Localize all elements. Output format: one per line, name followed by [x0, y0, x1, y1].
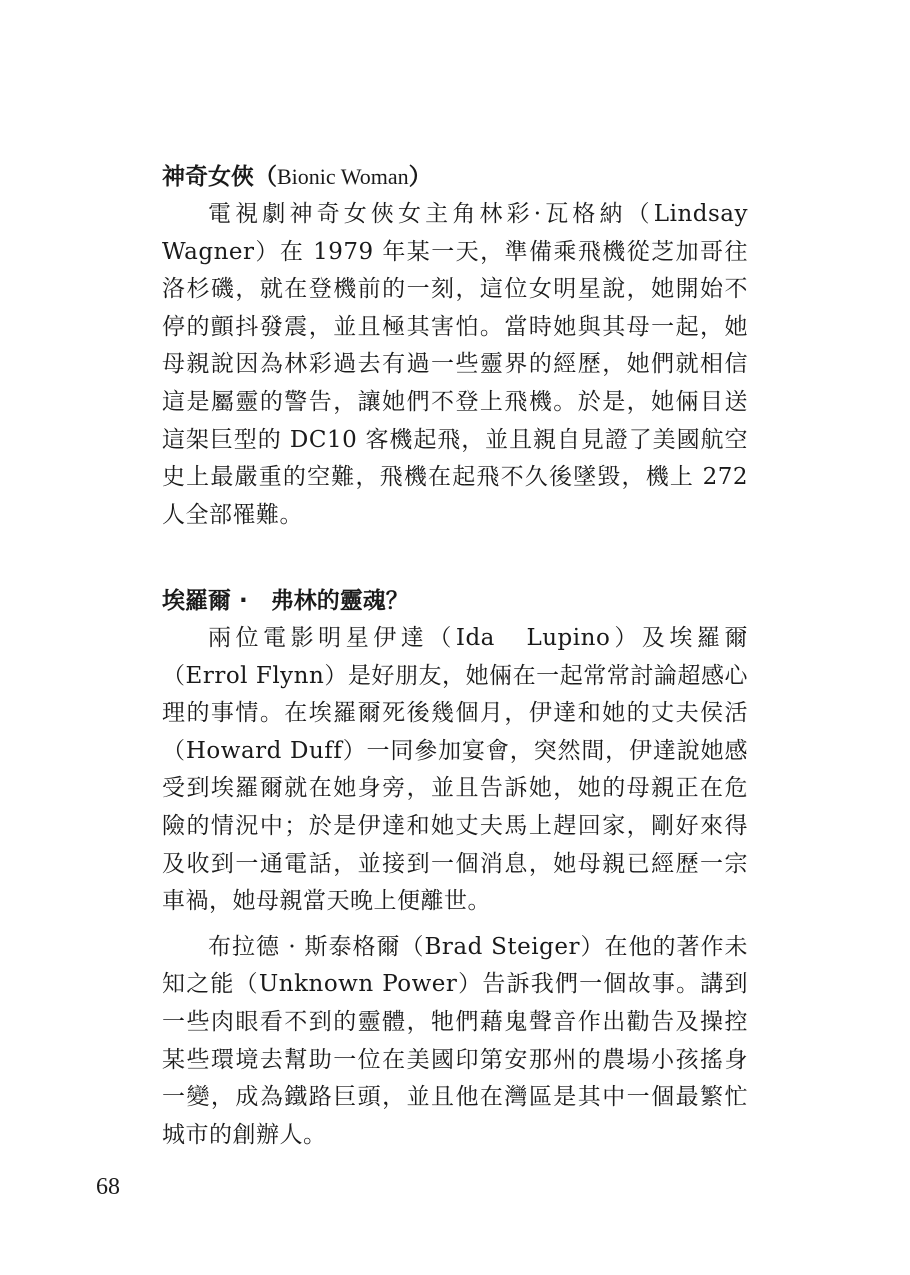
paragraph: 兩位電影明星伊達（Ida Lupino）及埃羅爾（Errol Flynn）是好朋友，她倆在一起常常討論超感心理的事情。在埃羅爾死後幾個月，伊達和她的丈夫侯活（Howard Duff）一同參加宴會，突然間，伊達說她感受到埃羅爾就在她身旁，並且告訴她，她的母親正在危險的情況中；於是伊達和她丈夫馬上趕回家，剛好來得及收到一通電話，並接到一個消息，她母親已經歷一宗車禍，她母親當天晚上便離世。 — [162, 625, 748, 915]
section-errol-flynn — [162, 586, 748, 1154]
page-number: 68 — [96, 1174, 120, 1200]
heading-title: 埃羅爾 · 弗林的靈魂？ — [162, 588, 409, 614]
section-heading — [162, 586, 748, 616]
heading-latin: Bionic Woman — [277, 164, 409, 189]
paragraph: 布拉德 · 斯泰格爾（Brad Steiger）在他的著作未知之能（Unknown Power）告訴我們一個故事。講到一些肉眼看不到的靈體，牠們藉鬼聲音作出勸告及操控某些環境去幫助一位在美國印第安那州的農場小孩搖身一變，成為鐵路巨頭，並且他在灣區是其中一個最繁忙城市的創辦人。 — [162, 933, 748, 1148]
paragraph: 電視劇神奇女俠女主角林彩·瓦格納（Lindsay Wagner）在 1979 年某一天，準備乘飛機從芝加哥往洛杉磯，就在登機前的一刻，這位女明星說，她開始不停的顫抖發震，並且極其害怕。當時她與其母一起，她母親說因為林彩過去有過一些靈界的經歷，她們就相信這是屬靈的警告，讓她們不登上飛機。於是，她倆目送這架巨型的 DC10 客機起飛，並且親自見證了美國航空史上最嚴重的空難，飛機在起飛不久後墜毀，機上 272 人全部罹難。 — [162, 201, 748, 528]
heading-title: 神奇女俠（ — [162, 164, 277, 190]
section-bionic-woman — [162, 162, 748, 534]
section-heading — [162, 162, 748, 192]
heading-close: ） — [408, 164, 432, 190]
